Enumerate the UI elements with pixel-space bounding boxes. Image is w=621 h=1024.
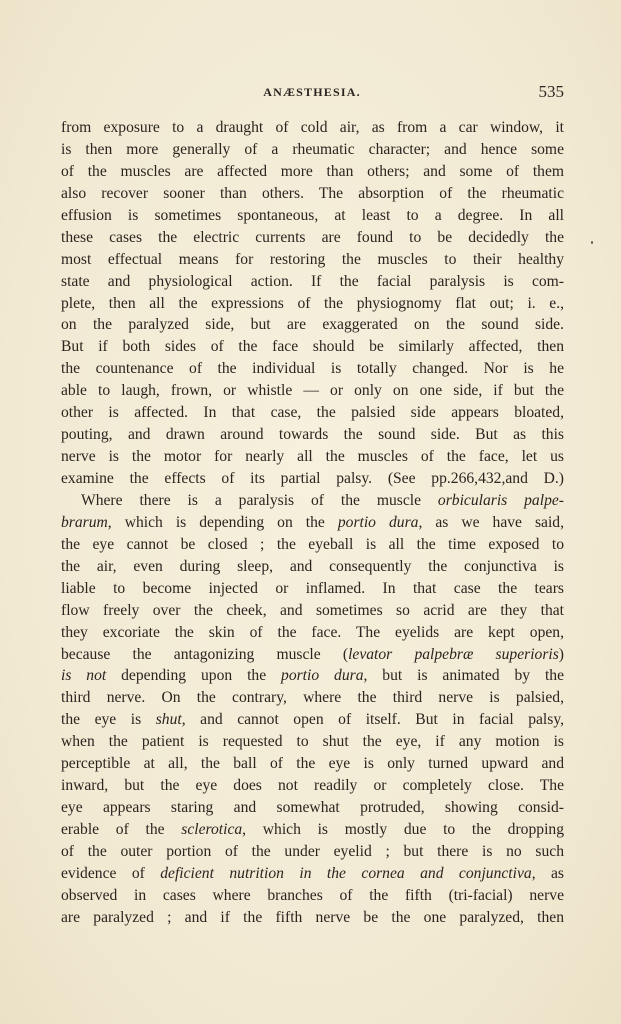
text-segment: ) xyxy=(558,645,564,663)
text-segment: plete, then all the expressions of the physiognomy flat out; i. e., xyxy=(61,294,564,312)
text-line xyxy=(61,753,564,775)
text-line xyxy=(61,578,564,600)
text-segment: other is affected. In that case, the palsied side appears bloated, xyxy=(61,404,564,422)
italic-text: deficient nutrition in the cornea and conjunctiva xyxy=(160,864,532,882)
text-line xyxy=(61,775,564,797)
text-segment: pouting, and drawn around towards the sound side. But as this xyxy=(61,426,564,444)
page-number: 535 xyxy=(538,82,564,101)
text-segment: , which is mostly due to the dropping xyxy=(242,821,564,838)
text-segment: because the antagonizing muscle ( xyxy=(61,645,349,663)
body-text xyxy=(61,117,564,929)
text-line xyxy=(61,161,564,183)
text-segment: liable to become injected or inflamed. In that case the tears xyxy=(61,579,564,597)
text-segment: from exposure to a draught of cold air, as from a car window, it xyxy=(61,119,564,136)
italic-text: brarum xyxy=(61,513,108,531)
text-segment: able to laugh, frown, or whistle — or only on one side, if but the xyxy=(61,382,564,400)
italic-text: portio dura xyxy=(281,667,364,685)
text-line xyxy=(61,271,564,293)
text-segment: erable of the xyxy=(61,821,182,838)
text-line xyxy=(61,468,564,490)
text-line xyxy=(61,644,564,666)
text-line xyxy=(61,380,564,402)
text-segment: , as we have said, xyxy=(418,513,564,531)
text-segment: when the patient is requested to shut the eye, if any motion is xyxy=(61,733,564,751)
italic-text: shut xyxy=(155,711,182,729)
text-segment: most effectual means for restoring the muscles to their healthy xyxy=(61,250,564,268)
text-segment: effusion is sometimes spontaneous, at least to a degree. In all xyxy=(61,206,564,224)
text-segment: these cases the electric currents are found to be decidedly the xyxy=(61,228,564,246)
text-line xyxy=(61,227,564,249)
text-line xyxy=(61,556,564,578)
text-line xyxy=(61,402,564,424)
text-segment: observed in cases where branches of the fifth (tri-facial) nerve xyxy=(61,886,564,904)
text-segment: depending upon the xyxy=(106,667,282,685)
text-line xyxy=(61,205,564,227)
italic-text: levator palpebræ superioris xyxy=(348,645,559,663)
text-segment: third nerve. On the contrary, where the third nerve is palsied, xyxy=(61,689,564,707)
text-line xyxy=(61,336,564,358)
text-line xyxy=(61,709,564,731)
text-line xyxy=(61,731,564,753)
text-segment: evidence of xyxy=(61,864,161,882)
text-segment: , as xyxy=(531,864,564,882)
text-segment: eye appears staring and somewhat protruded, showing consid- xyxy=(61,799,564,817)
text-line xyxy=(61,622,564,644)
text-segment: , and cannot open of itself. But in facial palsy, xyxy=(181,711,564,729)
running-head xyxy=(58,82,566,104)
italic-text: sclerotica xyxy=(181,821,243,838)
text-segment: , which is depending on the xyxy=(107,513,338,531)
text-line xyxy=(61,797,564,819)
italic-text: orbicularis palpe- xyxy=(437,491,564,509)
text-line xyxy=(61,687,564,709)
text-line xyxy=(61,249,564,271)
text-segment: the eye cannot be closed ; the eyeball is all the time exposed to xyxy=(61,535,564,553)
text-segment: But if both sides of the face should be similarly affected, then xyxy=(61,338,564,356)
text-segment: state and physiological action. If the facial paralysis is com- xyxy=(61,272,564,290)
text-segment: inward, but the eye does not readily or completely close. The xyxy=(61,777,564,795)
text-segment: also recover sooner than others. The absorption of the rheumatic xyxy=(61,184,564,202)
text-line xyxy=(61,490,564,512)
italic-text: is not xyxy=(61,667,107,685)
running-title: ANÆSTHESIA. xyxy=(263,85,361,99)
text-segment: , but is animated by the xyxy=(363,667,564,685)
text-line xyxy=(61,841,564,863)
text-line xyxy=(61,819,564,841)
text-segment: flow freely over the cheek, and sometimes so acrid are they that xyxy=(61,601,564,619)
text-segment: of the outer portion of the under eyelid ; but there is no such xyxy=(61,842,564,860)
text-line xyxy=(61,534,564,556)
text-line xyxy=(61,665,564,687)
text-line xyxy=(61,885,564,907)
text-line xyxy=(61,907,564,929)
text-segment: are paralyzed ; and if the fifth nerve be the one paralyzed, then xyxy=(61,908,564,926)
text-line xyxy=(61,314,564,336)
text-segment: the countenance of the individual is totally changed. Nor is he xyxy=(61,360,564,378)
text-line xyxy=(61,446,564,468)
text-line xyxy=(61,512,564,534)
text-line xyxy=(61,863,564,885)
text-segment: perceptible at all, the ball of the eye is only turned upward and xyxy=(61,755,564,773)
text-segment: of the muscles are affected more than others; and some of them xyxy=(61,162,564,180)
text-line xyxy=(61,117,564,139)
text-segment: the eye is xyxy=(61,711,156,729)
text-segment: the air, even during sleep, and consequently the conjunctiva is xyxy=(61,557,564,575)
ink-speck xyxy=(591,241,593,244)
text-line xyxy=(61,183,564,205)
text-segment: Where there is a paralysis of the muscle xyxy=(81,491,438,509)
text-line xyxy=(61,424,564,446)
text-segment: examine the effects of its partial palsy. (See pp.266,432,and D.) xyxy=(61,470,564,487)
text-line xyxy=(61,293,564,315)
text-segment: nerve is the motor for nearly all the muscles of the face, let us xyxy=(61,448,564,466)
text-segment: on the paralyzed side, but are exaggerated on the sound side. xyxy=(61,316,564,334)
text-line xyxy=(61,139,564,161)
italic-text: portio dura xyxy=(337,513,419,531)
text-line xyxy=(61,600,564,622)
text-line xyxy=(61,358,564,380)
text-segment: is then more generally of a rheumatic character; and hence some xyxy=(61,140,564,158)
text-segment: they excoriate the skin of the face. The eyelids are kept open, xyxy=(61,623,564,641)
